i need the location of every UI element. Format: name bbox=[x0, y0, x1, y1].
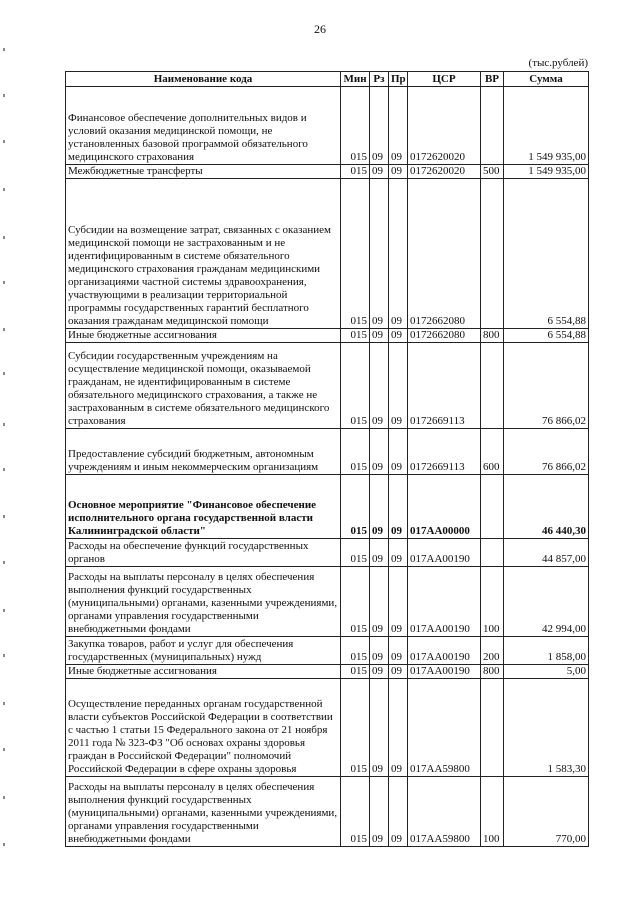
row-pr: 09 bbox=[389, 329, 408, 343]
row-vr bbox=[481, 679, 504, 777]
row-min: 015 bbox=[341, 329, 370, 343]
row-sum: 6 554,88 bbox=[504, 179, 589, 329]
row-csr: 0172662080 bbox=[408, 329, 481, 343]
table-row bbox=[66, 679, 589, 777]
row-sum: 1 858,00 bbox=[504, 637, 589, 665]
row-rz: 09 bbox=[370, 165, 389, 179]
row-pr: 09 bbox=[389, 679, 408, 777]
table-row bbox=[66, 777, 589, 847]
header-pr: Пр bbox=[389, 72, 408, 87]
table-header-row bbox=[66, 72, 589, 87]
row-sum: 44 857,00 bbox=[504, 539, 589, 567]
row-pr: 09 bbox=[389, 475, 408, 539]
row-name: Осуществление переданных органам государственной власти субъектов Российской Федерации в соответствии с частью 1 статьи 15 Федерального закона от 21 ноября 2011 года № 323-ФЗ "Об основах охраны здоровья граждан в Российской Федерации" полномочий Российской Федерации в сфере охраны здоровья bbox=[66, 679, 341, 777]
table-row bbox=[66, 475, 589, 539]
row-sum: 1 549 935,00 bbox=[504, 165, 589, 179]
row-sum: 770,00 bbox=[504, 777, 589, 847]
row-rz: 09 bbox=[370, 179, 389, 329]
row-name: Иные бюджетные ассигнования bbox=[66, 665, 341, 679]
row-pr: 09 bbox=[389, 777, 408, 847]
header-min: Мин bbox=[341, 72, 370, 87]
row-min: 015 bbox=[341, 637, 370, 665]
table-row bbox=[66, 429, 589, 475]
row-csr: 0172620020 bbox=[408, 87, 481, 165]
row-vr bbox=[481, 87, 504, 165]
budget-table bbox=[65, 71, 589, 847]
row-min: 015 bbox=[341, 539, 370, 567]
table-row bbox=[66, 567, 589, 637]
row-rz: 09 bbox=[370, 539, 389, 567]
table-row bbox=[66, 665, 589, 679]
row-sum: 5,00 bbox=[504, 665, 589, 679]
row-vr bbox=[481, 539, 504, 567]
table-row bbox=[66, 179, 589, 329]
margin-marks bbox=[3, 0, 7, 905]
row-vr: 500 bbox=[481, 165, 504, 179]
row-name: Предоставление субсидий бюджетным, автономным учреждениям и иным некоммерческим организациям bbox=[66, 429, 341, 475]
row-csr: 017АА59800 bbox=[408, 679, 481, 777]
row-csr: 017АА59800 bbox=[408, 777, 481, 847]
table-row bbox=[66, 329, 589, 343]
row-sum: 76 866,02 bbox=[504, 343, 589, 429]
row-name: Расходы на выплаты персоналу в целях обеспечения выполнения функций государственных (муниципальными) органами, казенными учреждениями, органами управления государственными внебюджетными фондами bbox=[66, 567, 341, 637]
row-rz: 09 bbox=[370, 665, 389, 679]
row-name: Закупка товаров, работ и услуг для обеспечения государственных (муниципальных) нужд bbox=[66, 637, 341, 665]
row-csr: 0172669113 bbox=[408, 429, 481, 475]
row-rz: 09 bbox=[370, 343, 389, 429]
header-name: Наименование кода bbox=[66, 72, 341, 87]
table-row bbox=[66, 637, 589, 665]
row-vr: 200 bbox=[481, 637, 504, 665]
row-vr: 600 bbox=[481, 429, 504, 475]
row-min: 015 bbox=[341, 777, 370, 847]
row-min: 015 bbox=[341, 165, 370, 179]
row-name: Субсидии на возмещение затрат, связанных с оказанием медицинской помощи не застрахованным и не идентифицированным в системе обязательного медицинского страхования гражданам медицинскими организациями частной системы здравоохранения, участвующими в реализации территориальной программы государственных гарантий бесплатного оказания гражданам медицинской помощи bbox=[66, 179, 341, 329]
row-name: Финансовое обеспечение дополнительных видов и условий оказания медицинской помощи, не установленных базовой программой обязательного медицинского страхования bbox=[66, 87, 341, 165]
row-vr: 100 bbox=[481, 567, 504, 637]
row-name: Расходы на выплаты персоналу в целях обеспечения выполнения функций государственных (муниципальными) органами, казенными учреждениями, органами управления государственными внебюджетными фондами bbox=[66, 777, 341, 847]
row-pr: 09 bbox=[389, 179, 408, 329]
units-label: (тыс.рублей) bbox=[528, 57, 588, 69]
page-number: 26 bbox=[314, 22, 326, 36]
row-rz: 09 bbox=[370, 637, 389, 665]
row-sum: 46 440,30 bbox=[504, 475, 589, 539]
row-vr: 800 bbox=[481, 329, 504, 343]
row-sum: 1 549 935,00 bbox=[504, 87, 589, 165]
row-pr: 09 bbox=[389, 567, 408, 637]
row-min: 015 bbox=[341, 87, 370, 165]
header-rz: Рз bbox=[370, 72, 389, 87]
table-row bbox=[66, 343, 589, 429]
row-rz: 09 bbox=[370, 87, 389, 165]
row-csr: 0172620020 bbox=[408, 165, 481, 179]
row-csr: 017АА00190 bbox=[408, 665, 481, 679]
row-vr: 800 bbox=[481, 665, 504, 679]
row-name: Субсидии государственным учреждениям на осуществление медицинской помощи, оказываемой гражданам, не идентифицированным в системе обязательного медицинского страхования, а также не застрахованным в системе обязательного медицинского страхования bbox=[66, 343, 341, 429]
row-sum: 1 583,30 bbox=[504, 679, 589, 777]
row-rz: 09 bbox=[370, 679, 389, 777]
row-name: Межбюджетные трансферты bbox=[66, 165, 341, 179]
header-sum: Сумма bbox=[504, 72, 589, 87]
row-vr: 100 bbox=[481, 777, 504, 847]
table-row bbox=[66, 165, 589, 179]
row-name: Расходы на обеспечение функций государственных органов bbox=[66, 539, 341, 567]
row-csr: 017АА00000 bbox=[408, 475, 481, 539]
row-min: 015 bbox=[341, 665, 370, 679]
row-vr bbox=[481, 343, 504, 429]
row-vr bbox=[481, 475, 504, 539]
row-sum: 42 994,00 bbox=[504, 567, 589, 637]
row-min: 015 bbox=[341, 475, 370, 539]
row-sum: 76 866,02 bbox=[504, 429, 589, 475]
header-csr: ЦСР bbox=[408, 72, 481, 87]
table-row bbox=[66, 87, 589, 165]
row-rz: 09 bbox=[370, 329, 389, 343]
row-rz: 09 bbox=[370, 777, 389, 847]
row-pr: 09 bbox=[389, 165, 408, 179]
row-csr: 017АА00190 bbox=[408, 567, 481, 637]
row-pr: 09 bbox=[389, 637, 408, 665]
row-rz: 09 bbox=[370, 429, 389, 475]
row-rz: 09 bbox=[370, 567, 389, 637]
row-csr: 017АА00190 bbox=[408, 637, 481, 665]
row-csr: 0172669113 bbox=[408, 343, 481, 429]
header-vr: ВР bbox=[481, 72, 504, 87]
row-csr: 017АА00190 bbox=[408, 539, 481, 567]
row-vr bbox=[481, 179, 504, 329]
row-pr: 09 bbox=[389, 665, 408, 679]
table-row bbox=[66, 539, 589, 567]
row-min: 015 bbox=[341, 343, 370, 429]
row-min: 015 bbox=[341, 567, 370, 637]
row-min: 015 bbox=[341, 679, 370, 777]
row-pr: 09 bbox=[389, 429, 408, 475]
row-rz: 09 bbox=[370, 475, 389, 539]
row-pr: 09 bbox=[389, 343, 408, 429]
row-pr: 09 bbox=[389, 539, 408, 567]
row-min: 015 bbox=[341, 429, 370, 475]
row-name: Основное мероприятие "Финансовое обеспечение исполнительного органа государственной власти Калининградской области" bbox=[66, 475, 341, 539]
row-pr: 09 bbox=[389, 87, 408, 165]
row-name: Иные бюджетные ассигнования bbox=[66, 329, 341, 343]
row-min: 015 bbox=[341, 179, 370, 329]
row-sum: 6 554,88 bbox=[504, 329, 589, 343]
row-csr: 0172662080 bbox=[408, 179, 481, 329]
